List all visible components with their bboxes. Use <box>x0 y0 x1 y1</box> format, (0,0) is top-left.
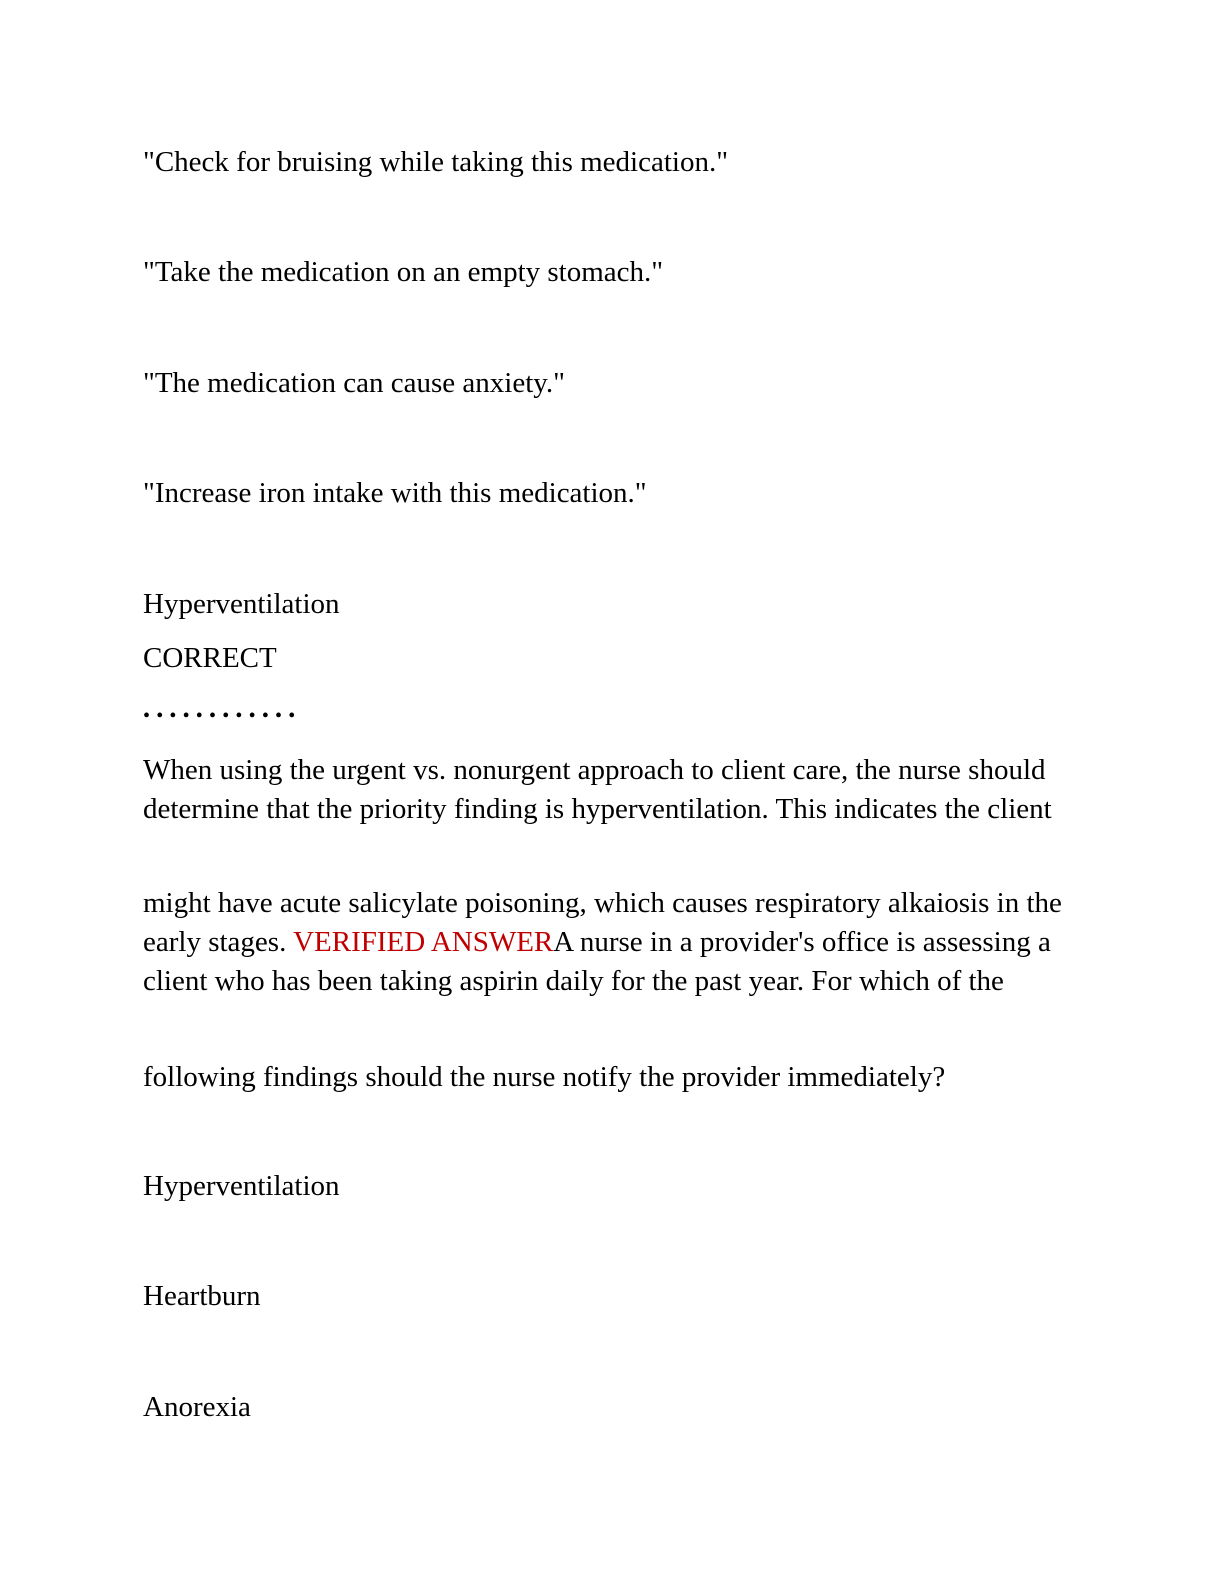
question-stem: following findings should the nurse notify the provider immediately? <box>143 1061 946 1093</box>
rationale-paragraph-1: When using the urgent vs. nonurgent approach to client care, the nurse should determine that the priority finding is hyperventilation. This indicates the client <box>143 754 1052 825</box>
next-question-text: A nurse in a provider's office is assessing a client who has been taking aspirin daily for the past year. For which of the <box>143 926 1051 997</box>
answer-option-3: "The medication can cause anxiety." <box>143 367 565 399</box>
answer-status: CORRECT <box>143 642 277 674</box>
verified-answer-label: VERIFIED ANSWER <box>293 926 554 958</box>
answer-option-2: "Take the medication on an empty stomach." <box>143 256 664 288</box>
option-heartburn: Heartburn <box>143 1280 261 1312</box>
option-anorexia: Anorexia <box>143 1391 251 1423</box>
bullet-separator: •••••••••••• <box>143 705 302 727</box>
option-hyperventilation: Hyperventilation <box>143 1170 340 1202</box>
rationale-text: might have acute salicylate poisoning, which causes respiratory alkaiosis in the early stages. <box>143 887 1062 958</box>
selected-answer: Hyperventilation <box>143 588 340 620</box>
rationale-paragraph-2 <box>143 884 1083 1001</box>
answer-option-1: "Check for bruising while taking this medication." <box>143 146 729 178</box>
answer-option-4: "Increase iron intake with this medication." <box>143 477 647 509</box>
